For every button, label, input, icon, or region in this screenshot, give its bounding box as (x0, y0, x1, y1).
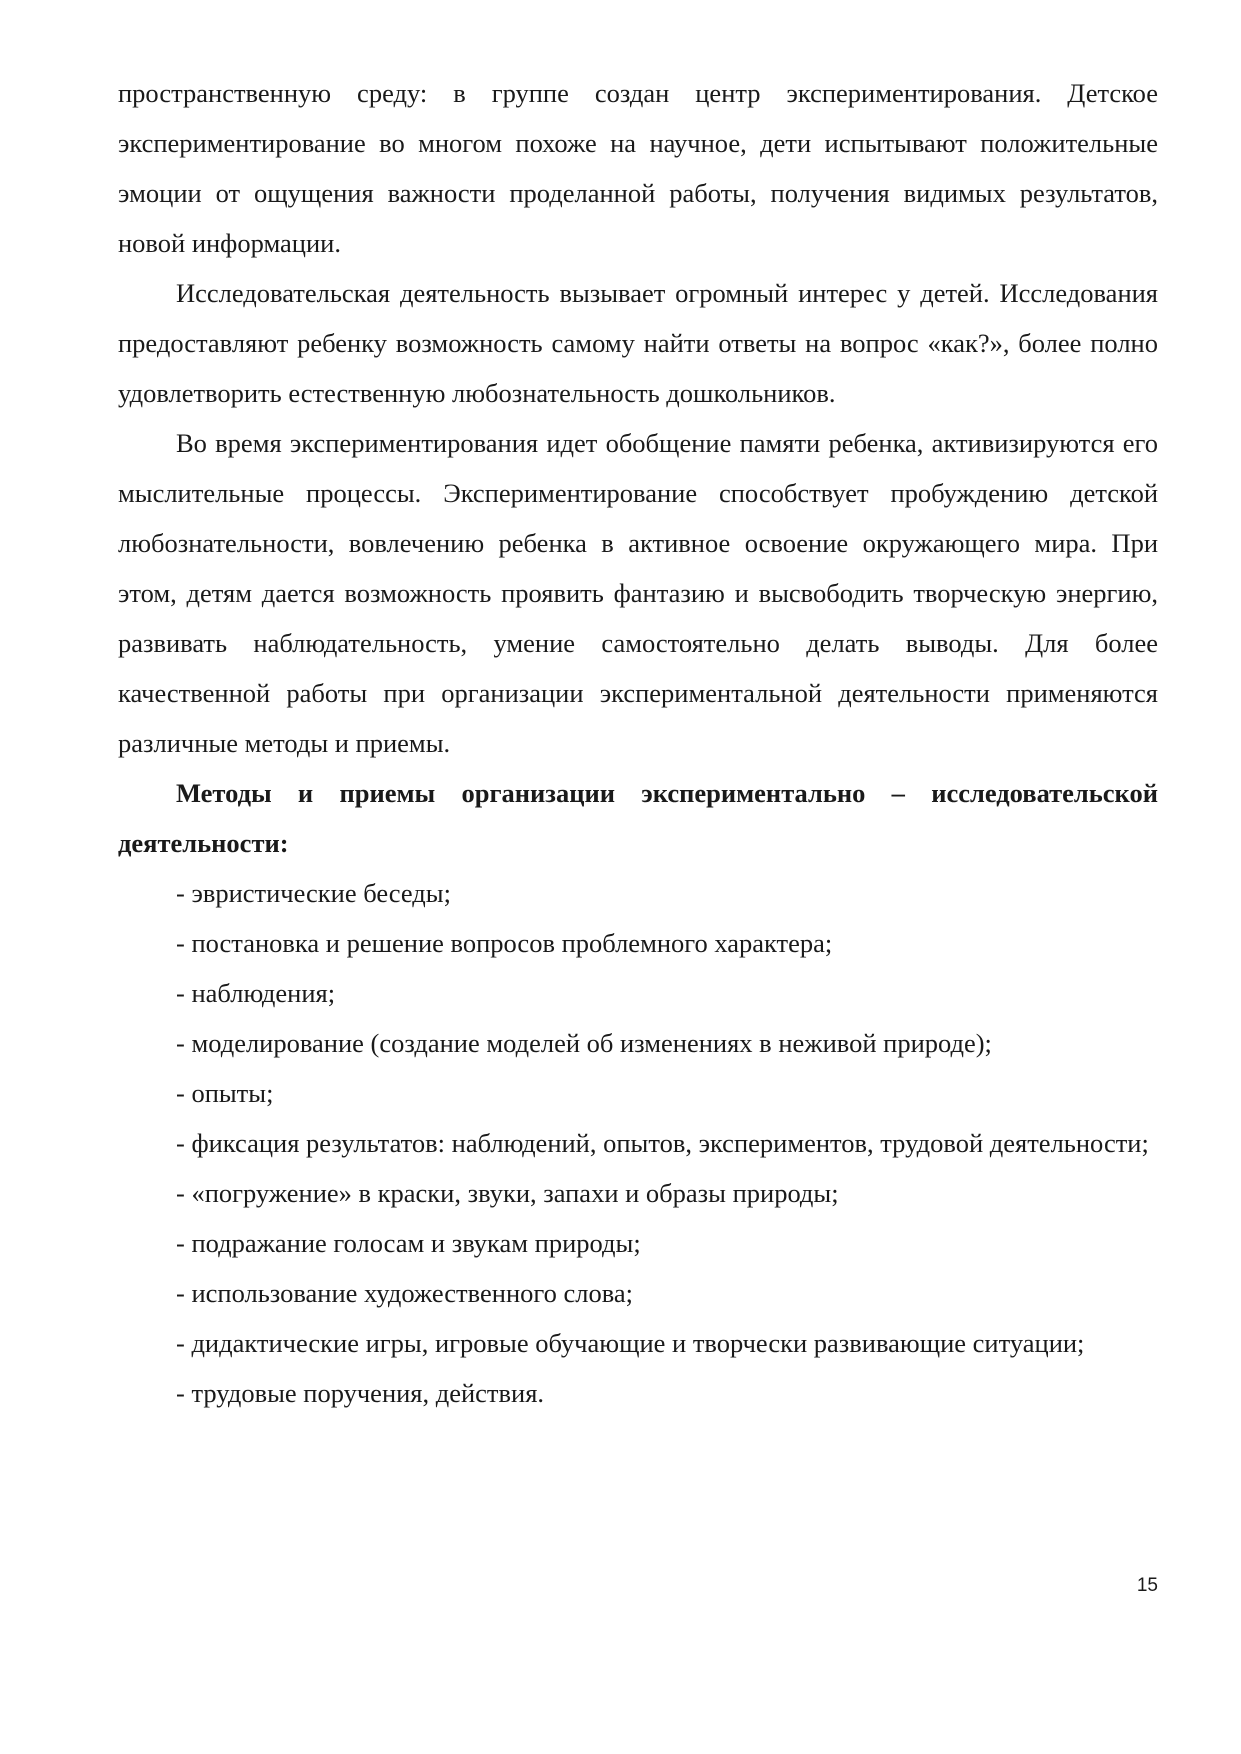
list-item: - фиксация результатов: наблюдений, опытов, экспериментов, трудовой деятельности; (176, 1128, 1149, 1158)
paragraph-3: Во время экспериментирования идет обобщение памяти ребенка, активизируются его мыслительные процессы. Экспериментирование способствует пробуждению детской любознательности, вовлечению ребенка в активное освоение окружающего мира. При этом, детям дается возможность проявить фантазию и высвободить творческую энергию, развивать наблюдательность, умение самостоятельно делать выводы. Для более качественной работы при организации экспериментальной деятельности применяются различные методы и приемы. (118, 428, 1158, 758)
list-item: - моделирование (создание моделей об изменениях в неживой природе); (176, 1028, 992, 1058)
paragraph-1: пространственную среду: в группе создан центр экспериментирования. Детское экспериментирование во многом похоже на научное, дети испытывают положительные эмоции от ощущения важности проделанной работы, получения видимых результатов, новой информации. (118, 78, 1158, 258)
list-item: - «погружение» в краски, звуки, запахи и образы природы; (176, 1178, 839, 1208)
list-item: - эвристические беседы; (176, 878, 451, 908)
page-number: 15 (1136, 1575, 1158, 1596)
list-item: - постановка и решение вопросов проблемного характера; (176, 928, 833, 958)
list-item: - трудовые поручения, действия. (176, 1378, 545, 1408)
list-item: - опыты; (176, 1078, 274, 1108)
document-page (118, 68, 1158, 1418)
paragraph-2: Исследовательская деятельность вызывает огромный интерес у детей. Исследования предоставляют ребенку возможность самому найти ответы на вопрос «как?», более полно удовлетворить естественную любознательность дошкольников. (118, 278, 1158, 408)
section-heading: Методы и приемы организации экспериментально – исследовательской деятельности: (118, 778, 1158, 858)
list-item: - использование художественного слова; (176, 1278, 633, 1308)
list-item: - дидактические игры, игровые обучающие и творчески развивающие ситуации; (176, 1328, 1085, 1358)
list-item: - подражание голосам и звукам природы; (176, 1228, 641, 1258)
list-item: - наблюдения; (176, 978, 336, 1008)
